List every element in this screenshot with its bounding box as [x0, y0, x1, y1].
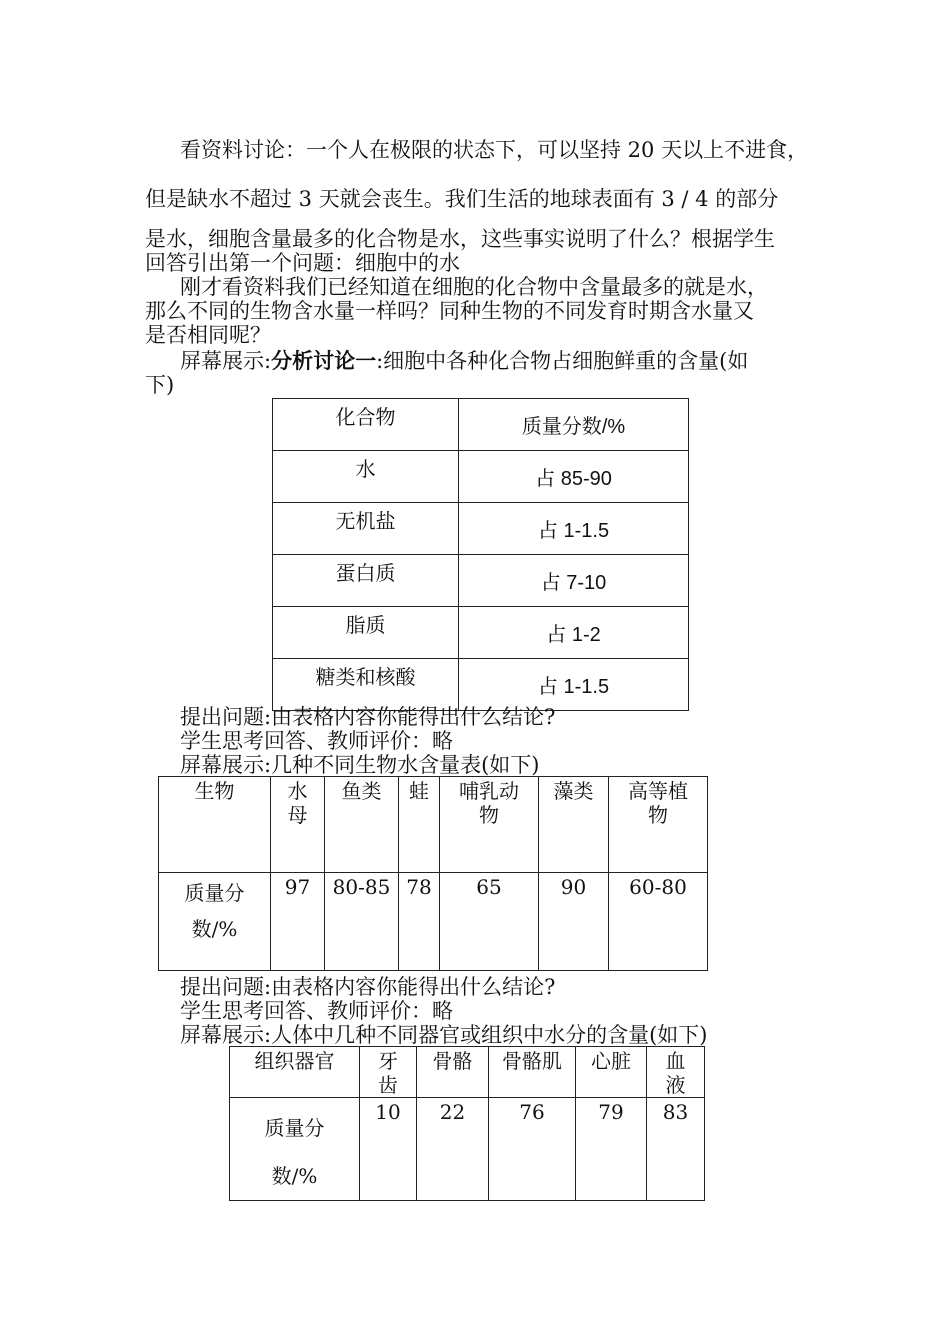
paragraph-line: 是水，细胞含量最多的化合物是水，这些事实说明了什么？根据学生: [145, 227, 775, 251]
table-row: [273, 555, 689, 607]
table-row: [273, 659, 689, 711]
table-cell: 占 85-90: [459, 451, 689, 503]
table-cell: [440, 777, 539, 873]
table-cell: 78: [399, 873, 440, 971]
paragraph-line: 但是缺水不超过 3 天就会丧生。我们生活的地球表面有 3 / 4 的部分: [145, 187, 779, 211]
paragraph-line: 学生思考回答、教师评价：略: [180, 999, 453, 1023]
table-cell: 76: [489, 1098, 576, 1201]
table-cell: [230, 1098, 360, 1201]
table-cell: 65: [440, 873, 539, 971]
table-cell: 脂质: [273, 607, 459, 659]
table-cell: 组织器官: [230, 1047, 360, 1098]
compound-table: [272, 398, 689, 711]
cell-text: 哺乳动物: [459, 779, 519, 827]
paragraph-line: 提出问题:由表格内容你能得出什么结论?: [180, 975, 556, 999]
table-cell: [159, 873, 271, 971]
table-cell: 占 1-1.5: [459, 659, 689, 711]
paragraph-line: 提出问题:由表格内容你能得出什么结论?: [180, 705, 556, 729]
paragraph-line: 回答引出第一个问题：细胞中的水: [145, 251, 460, 275]
table-cell: 22: [417, 1098, 489, 1201]
paragraph-line: 是否相同呢？: [145, 323, 271, 347]
table-cell: [647, 1047, 705, 1098]
paragraph-line: 屏幕展示:几种不同生物水含量表(如下): [180, 753, 540, 777]
paragraph-line: 屏幕展示:人体中几种不同器官或组织中水分的含量(如下): [180, 1023, 708, 1047]
cell-text: 血液: [665, 1049, 686, 1097]
paragraph-line: [180, 348, 860, 374]
cell-text: 水母: [287, 779, 308, 827]
table-header-row: [230, 1047, 705, 1098]
table-row: [159, 873, 708, 971]
paragraph-line: 那么不同的生物含水量一样吗？同种生物的不同发育时期含水量又: [145, 299, 754, 323]
table-cell: 10: [360, 1098, 417, 1201]
table-cell: 83: [647, 1098, 705, 1201]
table-cell: 97: [271, 873, 325, 971]
table-header-row: [159, 777, 708, 873]
table-cell: 骨骼肌: [489, 1047, 576, 1098]
table-cell: [360, 1047, 417, 1098]
cell-text: 高等植物: [628, 779, 688, 827]
table-cell: 糖类和核酸: [273, 659, 459, 711]
table-cell: 质量分数/%: [459, 399, 689, 451]
text-span: :细胞中各种化合物占细胞鲜重的含量(如: [376, 349, 749, 373]
table-cell: 藻类: [539, 777, 609, 873]
table-cell: 心脏: [576, 1047, 647, 1098]
table-row: [273, 607, 689, 659]
tissue-water-table: [229, 1046, 705, 1201]
table-cell: 骨骼: [417, 1047, 489, 1098]
table-cell: 60-80: [609, 873, 708, 971]
paragraph-line: 看资料讨论：一个人在极限的状态下，可以坚持 20 天以上不进食，: [180, 138, 809, 162]
table-row: [273, 503, 689, 555]
table-cell: 生物: [159, 777, 271, 873]
text-span: 屏幕展示:: [180, 349, 272, 373]
table-cell: 占 1-2: [459, 607, 689, 659]
table-cell: 79: [576, 1098, 647, 1201]
table-cell: 占 7-10: [459, 555, 689, 607]
cell-text: 质量分数/%: [184, 881, 245, 941]
cell-text: 牙齿: [378, 1049, 398, 1097]
table-cell: 鱼类: [325, 777, 399, 873]
table-cell: 无机盐: [273, 503, 459, 555]
table-row: [230, 1098, 705, 1201]
table-row: [273, 451, 689, 503]
table-cell: [271, 777, 325, 873]
paragraph-line: 学生思考回答、教师评价：略: [180, 729, 453, 753]
table-cell: 蛙: [399, 777, 440, 873]
paragraph-line: 下): [145, 373, 175, 397]
table-header-row: [273, 399, 689, 451]
table-cell: 蛋白质: [273, 555, 459, 607]
paragraph-line: 刚才看资料我们已经知道在细胞的化合物中含量最多的就是水，: [180, 275, 768, 299]
table-cell: 化合物: [273, 399, 459, 451]
table-cell: 占 1-1.5: [459, 503, 689, 555]
cell-text: 质量分数/%: [264, 1116, 325, 1188]
table-cell: 水: [273, 451, 459, 503]
organism-water-table: [158, 776, 708, 971]
table-cell: 90: [539, 873, 609, 971]
bold-heading: 分析讨论一: [271, 349, 377, 373]
table-cell: 80-85: [325, 873, 399, 971]
table-cell: [609, 777, 708, 873]
